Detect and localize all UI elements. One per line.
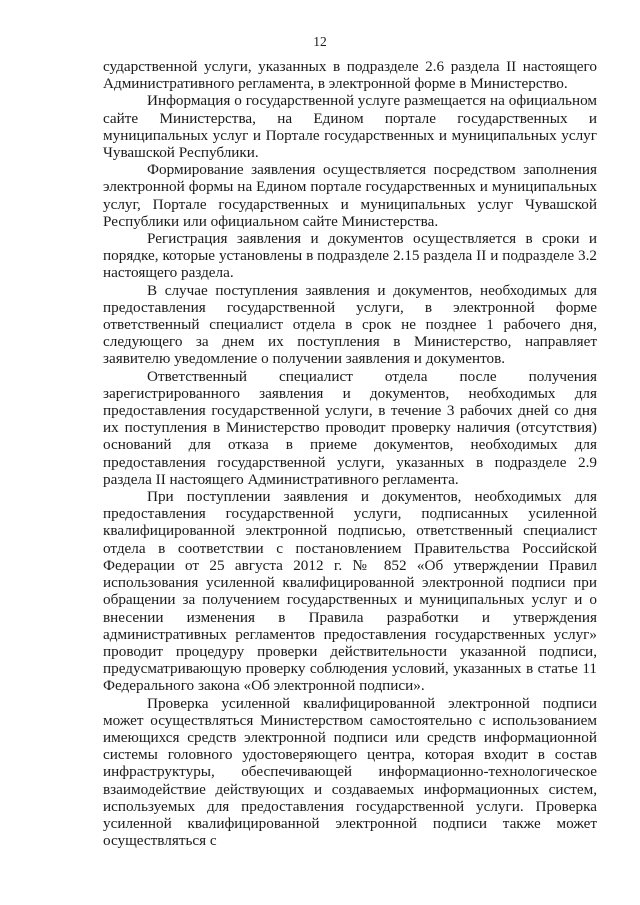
paragraph-signature-procedure: При поступлении заявления и документов, необходимых для предоставления государственной услуги, подписанных усиленной квалифицированной электронной подписью, ответственный специалист отдела в соответствии с постановлением Правительства Российской Федерации от 25 августа 2012 г. № 852 «Об утверждении Правил использования усиленной квалифицированной электронной подписи при обращении за получением государственных и муниципальных услуг и о внесении изменения в Правила разработки и утверждения административных регламентов предоставления государственных услуг» проводит процедуру проверки действительности указанной подписи, предусматривающую проверку соблюдения условий, указанных в статье 11 Федерального закона «Об электронной подписи». (103, 488, 597, 695)
paragraph-registration: Регистрация заявления и документов осуществляется в сроки и порядке, которые установлены в подразделе 2.15 раздела II и подразделе 3.2 настоящего раздела. (103, 230, 597, 282)
page-number: 12 (313, 34, 327, 49)
paragraph-electronic-receipt: В случае поступления заявления и документов, необходимых для предоставления государственной услуги, в электронной форме ответственный специалист отдела в срок не позднее 1 рабочего дня, следующего за днем их поступления в Министерство, направляет заявителю уведомление о получении заявления и документов. (103, 281, 597, 368)
paragraph-continuation: сударственной услуги, указанных в подразделе 2.6 раздела II настоящего Административного регламента, в электронной форме в Министерство. (103, 58, 597, 93)
paragraph-signature-verification: Проверка усиленной квалифицированной электронной подписи может осуществляться Министерством самостоятельно с использованием имеющихся средств электронной подписи или средств информационной системы головного удостоверяющего центра, которая входит в состав инфраструктуры, обеспечивающей информационно-технологическое взаимодействие действующих и создаваемых информационных систем, используемых для предоставления государственной услуги. Проверка усиленной квалифицированной электронной подписи также может осуществляться с (103, 694, 597, 850)
paragraph-application-forming: Формирование заявления осуществляется посредством заполнения электронной формы на Едином портале государственных и муниципальных услуг, Портале государственных и муниципальных услуг Чувашской Республики или официальном сайте Министерства. (103, 161, 597, 230)
paragraph-information-placement: Информация о государственной услуге размещается на официальном сайте Министерства, на Едином портале государственных и муниципальных услуг и Портале государственных и муниципальных услуг Чувашской Республики. (103, 92, 597, 162)
paragraph-document-check: Ответственный специалист отдела после получения зарегистрированного заявления и документов, необходимых для предоставления государственной услуги, в течение 3 рабочих дней со дня их поступления в Министерство проводит проверку наличия (отсутствия) оснований для отказа в приеме документов, необходимых для предоставления государственной услуги, указанных в подразделе 2.9 раздела II настоящего Административного регламента. (103, 367, 597, 488)
document-body (103, 58, 597, 849)
